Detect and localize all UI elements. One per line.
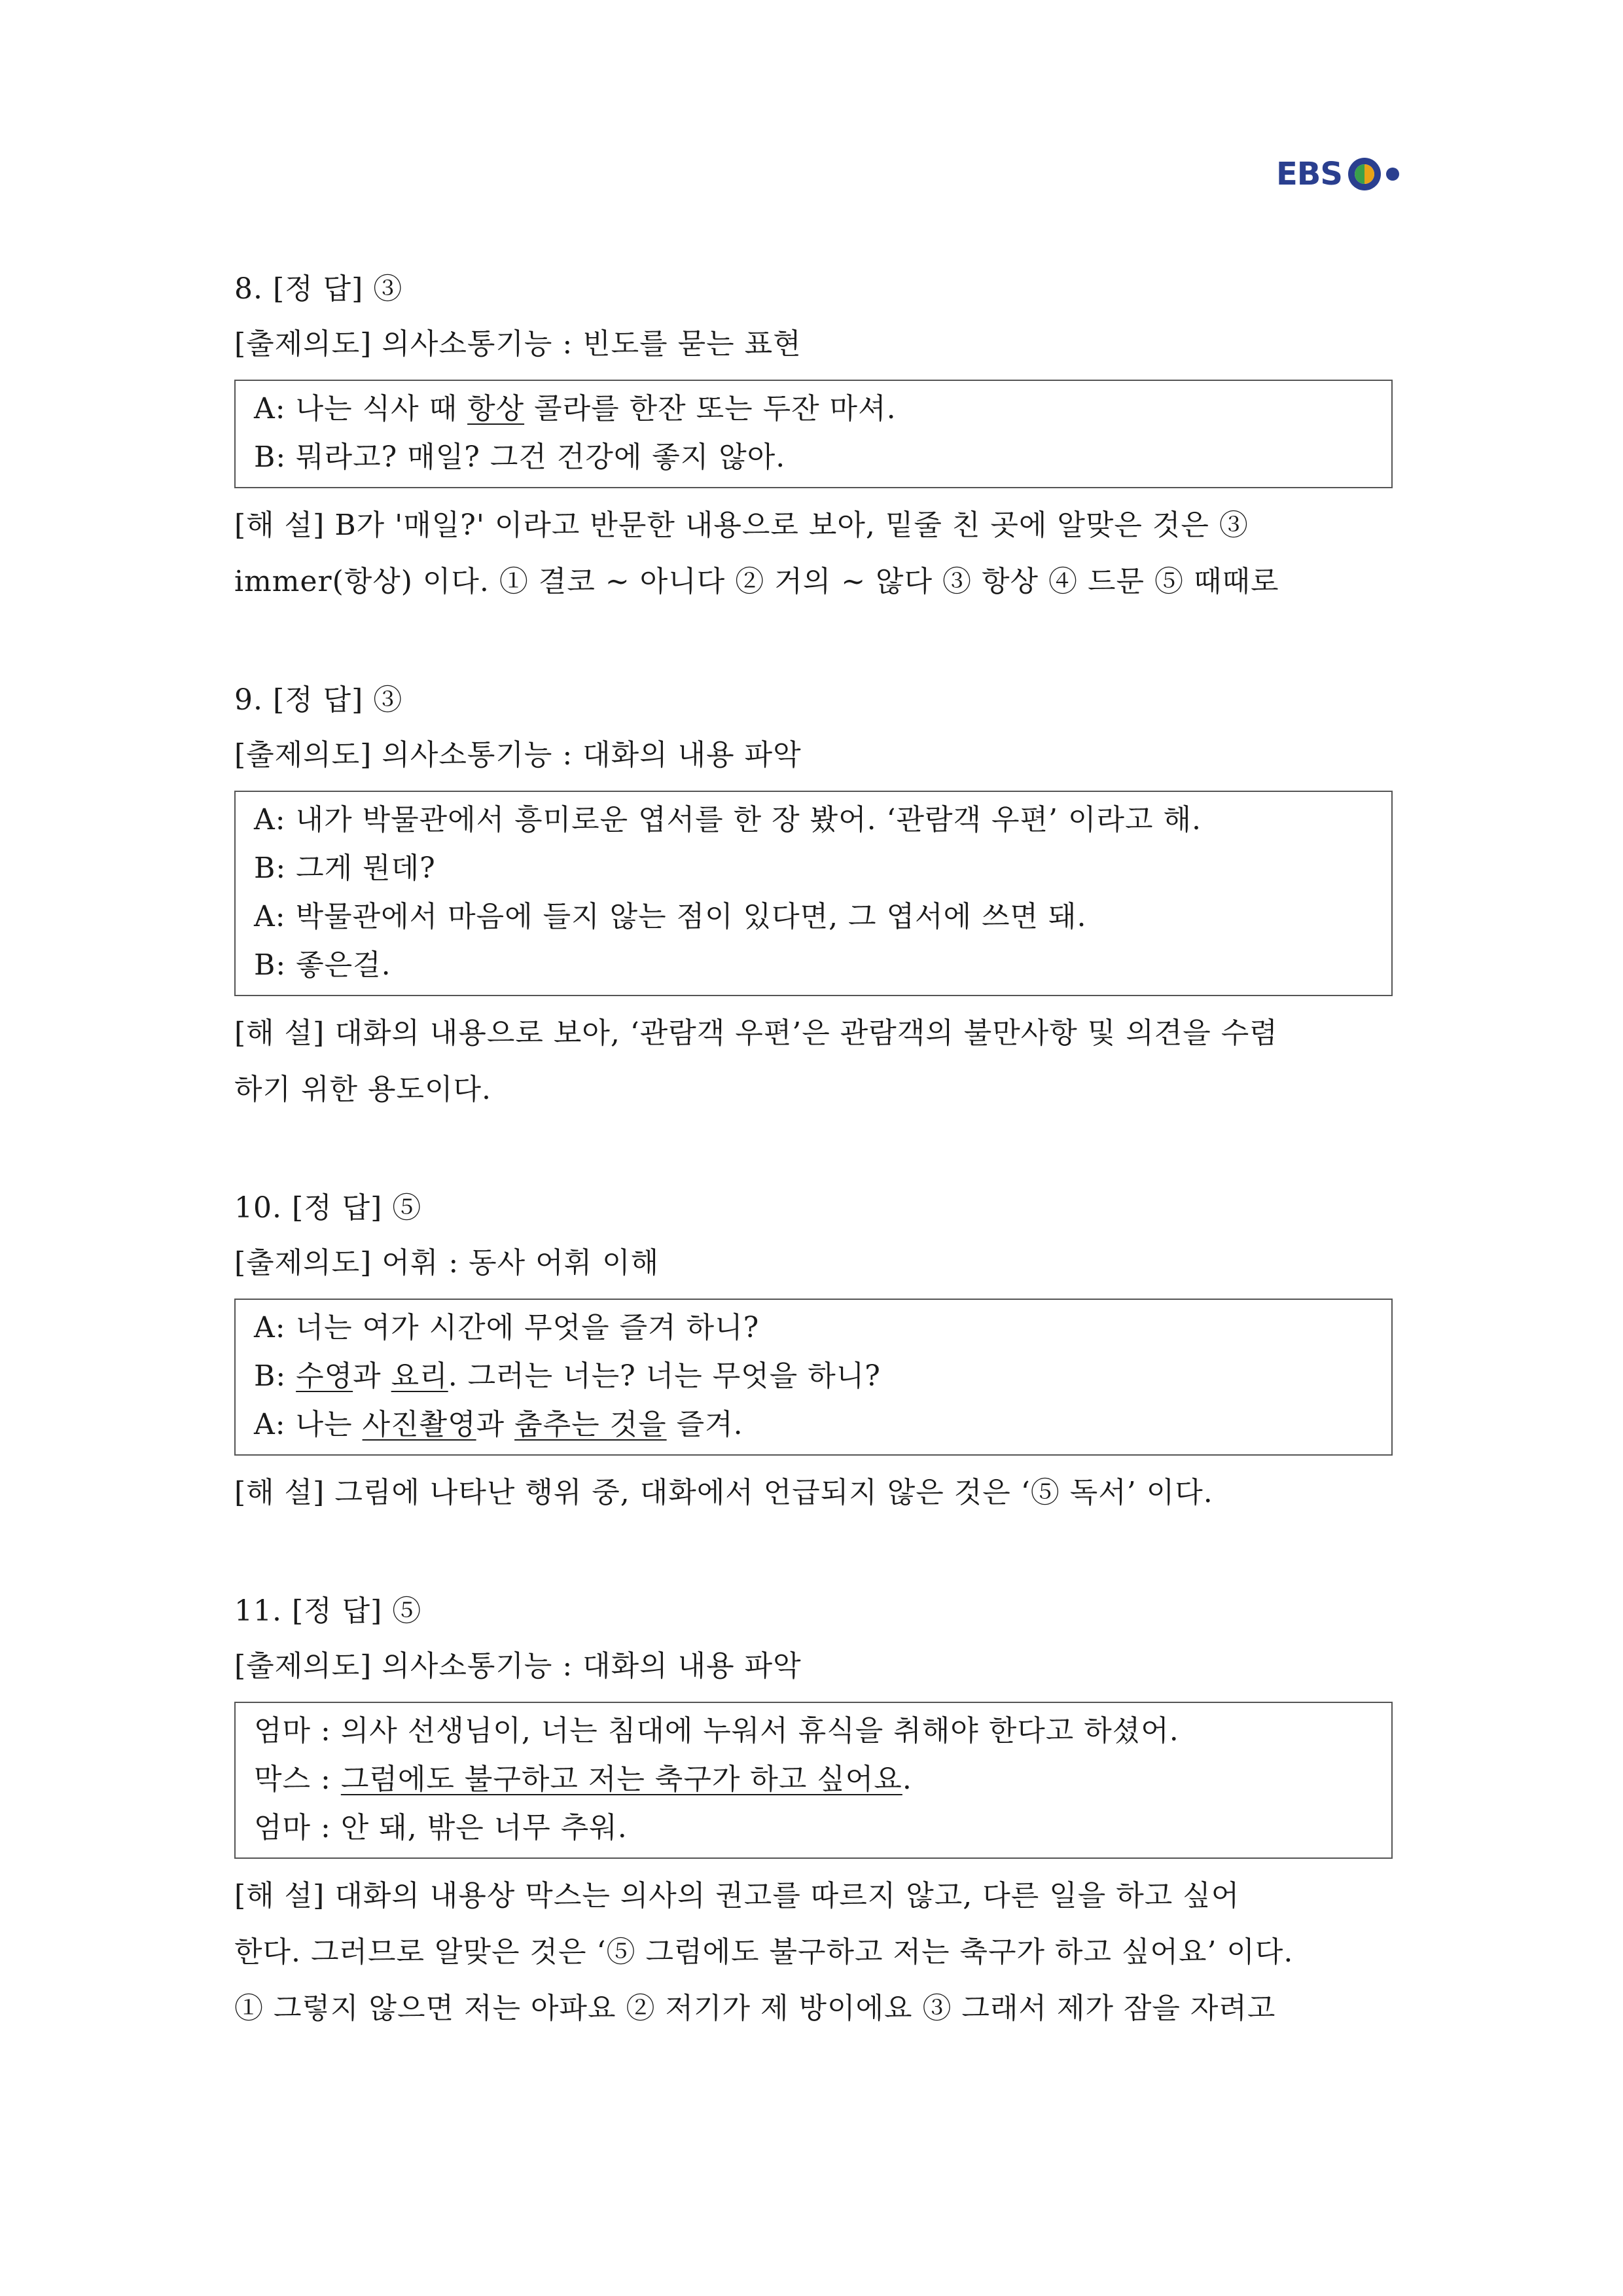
question-11 [234,1584,1393,2037]
underlined-phrase: 그럼에도 불구하고 저는 축구가 하고 싶어요 [340,1763,902,1796]
intent-line: [출제의도] 어휘 : 동사 어휘 이해 [234,1246,660,1280]
explanation [234,1465,1393,1521]
dialogue-line: B: 그게 뭔데? [254,852,436,885]
dialogue-line: 엄마 : 안 돼, 밖은 너무 추워. [254,1811,628,1844]
dialogue-line: A: 박물관에서 마음에 들지 않는 점이 있다면, 그 엽서에 쓰면 돼. [254,900,1087,933]
explanation [234,1868,1393,2037]
underlined-phrase: 항상 [467,392,525,425]
answer-line: 8. [정 답] ③ [234,272,403,306]
answer-line: 9. [정 답] ③ [234,683,403,717]
question-8 [234,262,1393,610]
dialogue-line: B: 수영과 요리. 그러는 너는? 너는 무엇을 하니? [254,1359,881,1393]
explanation [234,1005,1393,1118]
explanation-line: immer(항상) 이다. ① 결코 ~ 아니다 ② 거의 ~ 않다 ③ 항상 ④ 드문 ⑤ 때때로 [234,565,1279,598]
underlined-phrase: 요리 [391,1359,448,1393]
dialogue-line: A: 내가 박물관에서 흥미로운 엽서를 한 장 봤어. ‘관람객 우편’ 이라고 해. [254,803,1202,836]
dialogue-box [234,1299,1393,1456]
ebs-logo [1276,156,1401,192]
explanation-line: 하기 위한 용도이다. [234,1073,491,1106]
underlined-phrase: 춤추는 것을 [514,1408,667,1441]
explanation-line: [해 설] 대화의 내용상 막스는 의사의 권고를 따르지 않고, 다른 일을 하고 싶어 [234,1879,1240,1912]
dialogue-line: A: 나는 사진촬영과 춤추는 것을 즐겨. [254,1408,743,1441]
explanation-line: [해 설] B가 '매일?' 이라고 반문한 내용으로 보아, 밑줄 친 곳에 알맞은 것은 ③ [234,509,1249,542]
dialogue-line: 엄마 : 의사 선생님이, 너는 침대에 누워서 휴식을 취해야 한다고 하셨어. [254,1714,1179,1748]
answer-line: 11. [정 답] ⑤ [234,1594,422,1628]
explanation-line: [해 설] 대화의 내용으로 보아, ‘관람객 우편’은 관람객의 불만사항 및 의견을 수렴 [234,1016,1278,1050]
intent-line: [출제의도] 의사소통기능 : 대화의 내용 파악 [234,738,802,772]
dialogue-box [234,1702,1393,1859]
underlined-phrase: 수영 [296,1359,353,1393]
explanation-line: ① 그렇지 않으면 저는 아파요 ② 저기가 제 방이에요 ③ 그래서 제가 잠을 자려고 [234,1992,1276,2025]
dialogue-line: 막스 : 그럼에도 불구하고 저는 축구가 하고 싶어요. [254,1763,912,1796]
intent-line: [출제의도] 의사소통기능 : 빈도를 묻는 표현 [234,327,802,361]
ebs-logo-text: EBS [1276,156,1342,192]
intent-line: [출제의도] 의사소통기능 : 대화의 내용 파악 [234,1649,802,1683]
question-9 [234,673,1393,1118]
dialogue-line: B: 좋은걸. [254,948,391,982]
answer-key-content [234,262,1393,2100]
explanation-line: 한다. 그러므로 알맞은 것은 ‘⑤ 그럼에도 불구하고 저는 축구가 하고 싶어요’ 이다. [234,1935,1294,1969]
dialogue-line: A: 나는 식사 때 항상 콜라를 한잔 또는 두잔 마셔. [254,392,897,425]
underlined-phrase: 사진촬영 [362,1408,476,1441]
ebs-logo-mark-icon [1347,156,1401,192]
dialogue-box [234,380,1393,488]
dialogue-line: A: 너는 여가 시간에 무엇을 즐겨 하니? [254,1311,760,1344]
explanation-line: [해 설] 그림에 나타난 행위 중, 대화에서 언급되지 않은 것은 ‘⑤ 독서’ 이다. [234,1476,1213,1509]
explanation [234,497,1393,610]
dialogue-box [234,791,1393,996]
answer-line: 10. [정 답] ⑤ [234,1191,422,1225]
question-10 [234,1181,1393,1521]
dialogue-line: B: 뭐라고? 매일? 그건 건강에 좋지 않아. [254,440,786,474]
